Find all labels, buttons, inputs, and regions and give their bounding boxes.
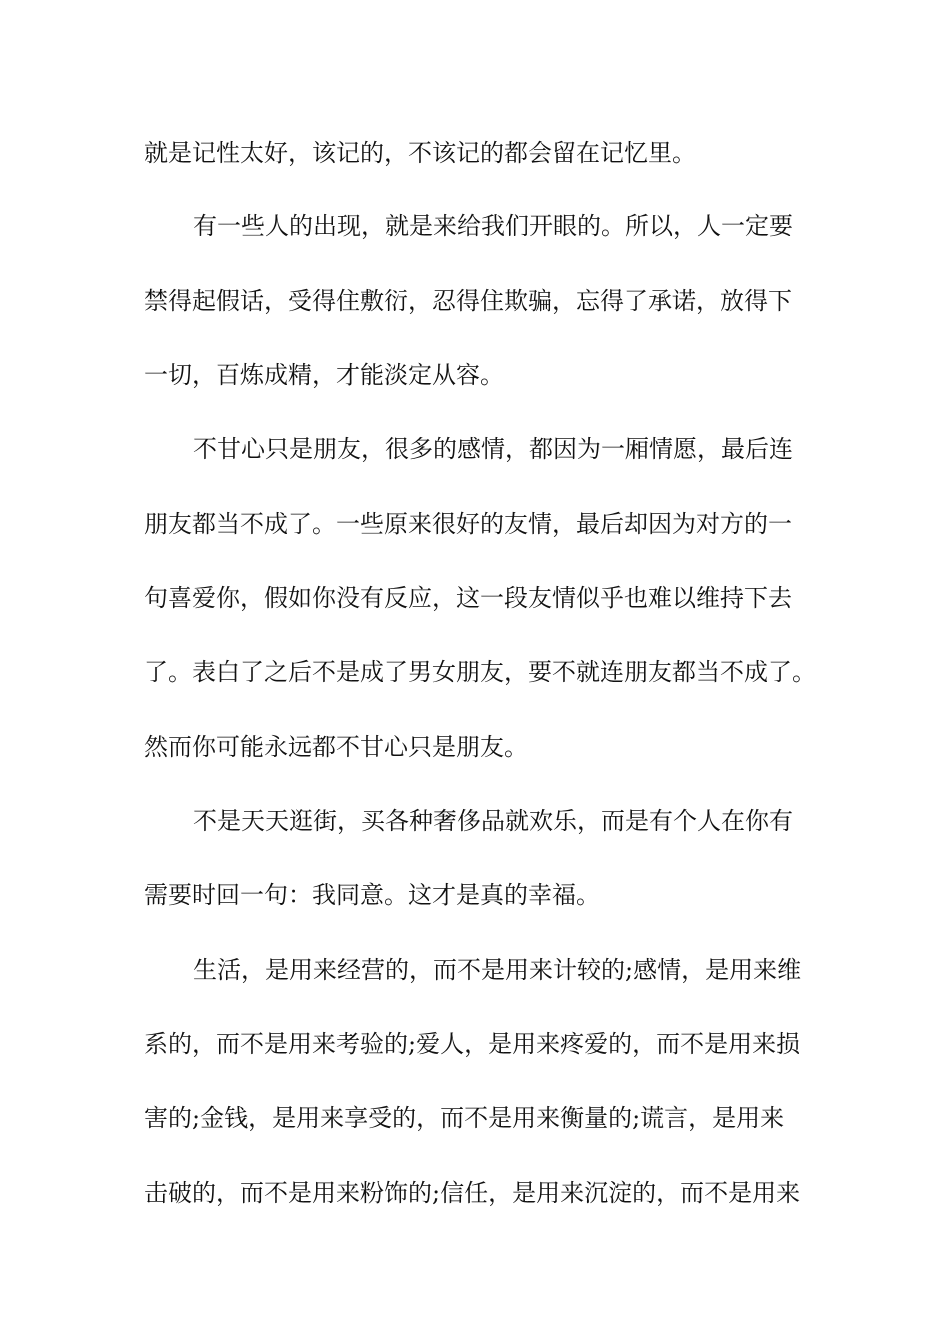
text-line: 击破的，而不是用来粉饰的;信任，是用来沉淀的，而不是用来 bbox=[144, 1179, 801, 1207]
paragraph-first-line: 不甘心只是朋友，很多的感情，都因为一厢情愿，最后连 bbox=[193, 435, 793, 463]
text-line: 需要时回一句：我同意。这才是真的幸福。 bbox=[144, 881, 600, 909]
text-line: 系的，而不是用来考验的;爱人，是用来疼爱的，而不是用来损 bbox=[144, 1030, 801, 1058]
paragraph-first-line: 有一些人的出现，就是来给我们开眼的。所以，人一定要 bbox=[193, 212, 793, 240]
text-line: 朋友都当不成了。一些原来很好的友情，最后却因为对方的一 bbox=[144, 510, 792, 538]
text-line: 禁得起假话，受得住敷衍，忍得住欺骗，忘得了承诺，放得下 bbox=[144, 287, 792, 315]
paragraph-first-line: 不是天天逛街，买各种奢侈品就欢乐，而是有个人在你有 bbox=[193, 807, 793, 835]
text-line: 害的;金钱，是用来享受的，而不是用来衡量的;谎言，是用来 bbox=[144, 1104, 785, 1132]
text-line: 然而你可能永远都不甘心只是朋友。 bbox=[144, 733, 528, 761]
text-line: 了。表白了之后不是成了男女朋友，要不就连朋友都当不成了。 bbox=[144, 658, 816, 686]
text-line: 一切，百炼成精，才能淡定从容。 bbox=[144, 361, 504, 389]
text-line: 句喜爱你，假如你没有反应，这一段友情似乎也难以维持下去 bbox=[144, 584, 792, 612]
paragraph-first-line: 生活，是用来经营的，而不是用来计较的;感情，是用来维 bbox=[193, 956, 802, 984]
text-line: 就是记性太好，该记的，不该记的都会留在记忆里。 bbox=[144, 139, 696, 167]
